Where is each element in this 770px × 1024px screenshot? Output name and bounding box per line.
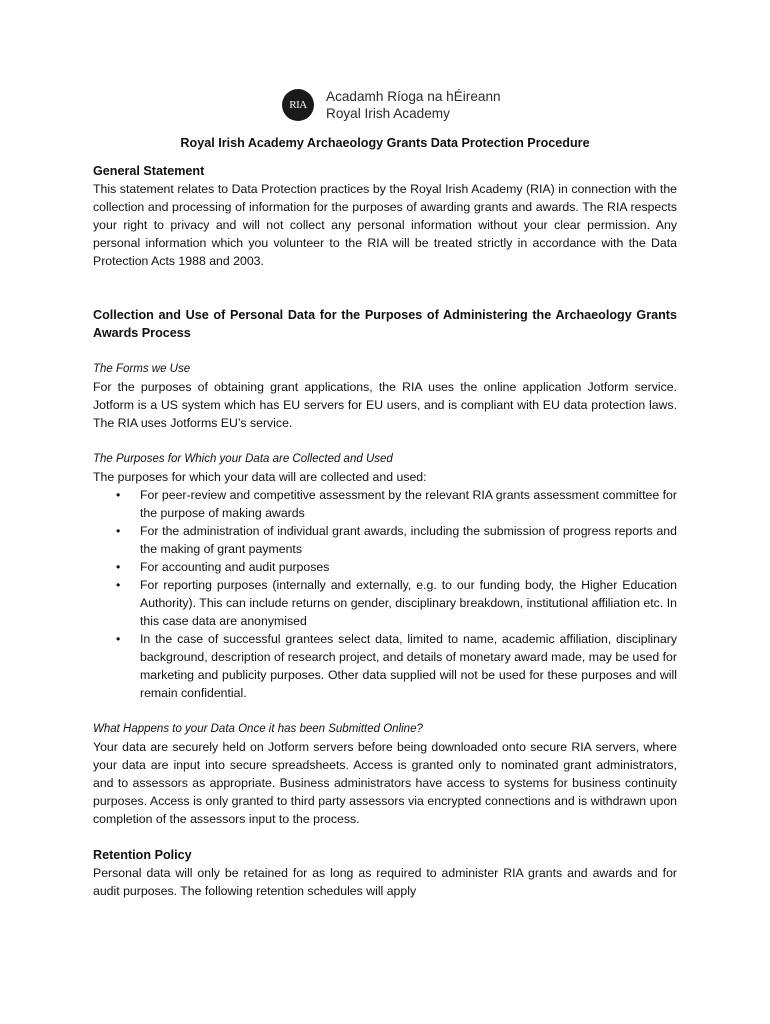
list-item: • For peer-review and competitive assessment by the relevant RIA grants assessment committee for the purpose of making awards bbox=[93, 486, 677, 522]
logo-irish-name: Acadamh Ríoga na hÉireann bbox=[326, 89, 501, 104]
ria-seal-icon: RIA bbox=[282, 89, 314, 121]
submitted-body: Your data are securely held on Jotform servers before being downloaded onto secure RIA servers, where your data are input into secure spreadsheets. Access is granted only to nominated grant administrators, and to assessors as appropriate. Business administrators have access to systems for business continuity purposes. Access is only granted to third party assessors via encrypted connections and is withdrawn upon completion of the assessors input to the process. bbox=[93, 740, 677, 826]
list-item: • For accounting and audit purposes bbox=[93, 558, 677, 576]
logo-english-name: Royal Irish Academy bbox=[326, 106, 450, 121]
collection-heading: Collection and Use of Personal Data for the Purposes of Administering the Archaeology Grants Awards Process bbox=[93, 308, 677, 340]
document-body bbox=[93, 134, 677, 900]
purposes-intro: The purposes for which your data will are collected and used: bbox=[93, 470, 427, 484]
list-item: • For reporting purposes (internally and externally, e.g. to our funding body, the Higher Education Authority). This can include returns on gender, disciplinary breakdown, institutional affiliation etc. In this case data are anonymised bbox=[93, 576, 677, 630]
general-statement-heading: General Statement bbox=[93, 164, 205, 178]
list-item: • For the administration of individual grant awards, including the submission of progress reports and the making of grant payments bbox=[93, 522, 677, 558]
document-title: Royal Irish Academy Archaeology Grants Data Protection Procedure bbox=[180, 136, 590, 150]
purposes-subheading: The Purposes for Which your Data are Collected and Used bbox=[93, 453, 393, 465]
retention-body: Personal data will only be retained for as long as required to administer RIA grants and awards and for audit purposes. The following retention schedules will apply bbox=[93, 866, 677, 898]
forms-body: For the purposes of obtaining grant applications, the RIA uses the online application Jotform service. Jotform is a US system which has EU servers for EU users, and is compliant with EU data protection laws. The RIA uses Jotforms EU’s service. bbox=[93, 380, 677, 430]
forms-subheading: The Forms we Use bbox=[93, 363, 191, 375]
submitted-subheading: What Happens to your Data Once it has been Submitted Online? bbox=[93, 723, 423, 735]
list-item: • In the case of successful grantees select data, limited to name, academic affiliation, disciplinary background, description of research project, and details of monetary award made, may be used for marketing and publicity purposes. Other data supplied will not be used for these purposes and will remain confidential. bbox=[93, 630, 677, 702]
purposes-list bbox=[93, 486, 677, 702]
logo-text bbox=[326, 88, 501, 122]
retention-heading: Retention Policy bbox=[93, 848, 192, 862]
academy-logo bbox=[282, 88, 501, 122]
general-statement-body: This statement relates to Data Protection practices by the Royal Irish Academy (RIA) in connection with the collection and processing of information for the purposes of awarding grants and awards. The RIA respects your right to privacy and will not collect any personal information without your clear permission. Any personal information which you volunteer to the RIA will be treated strictly in accordance with the Data Protection Acts 1988 and 2003. bbox=[93, 182, 677, 268]
